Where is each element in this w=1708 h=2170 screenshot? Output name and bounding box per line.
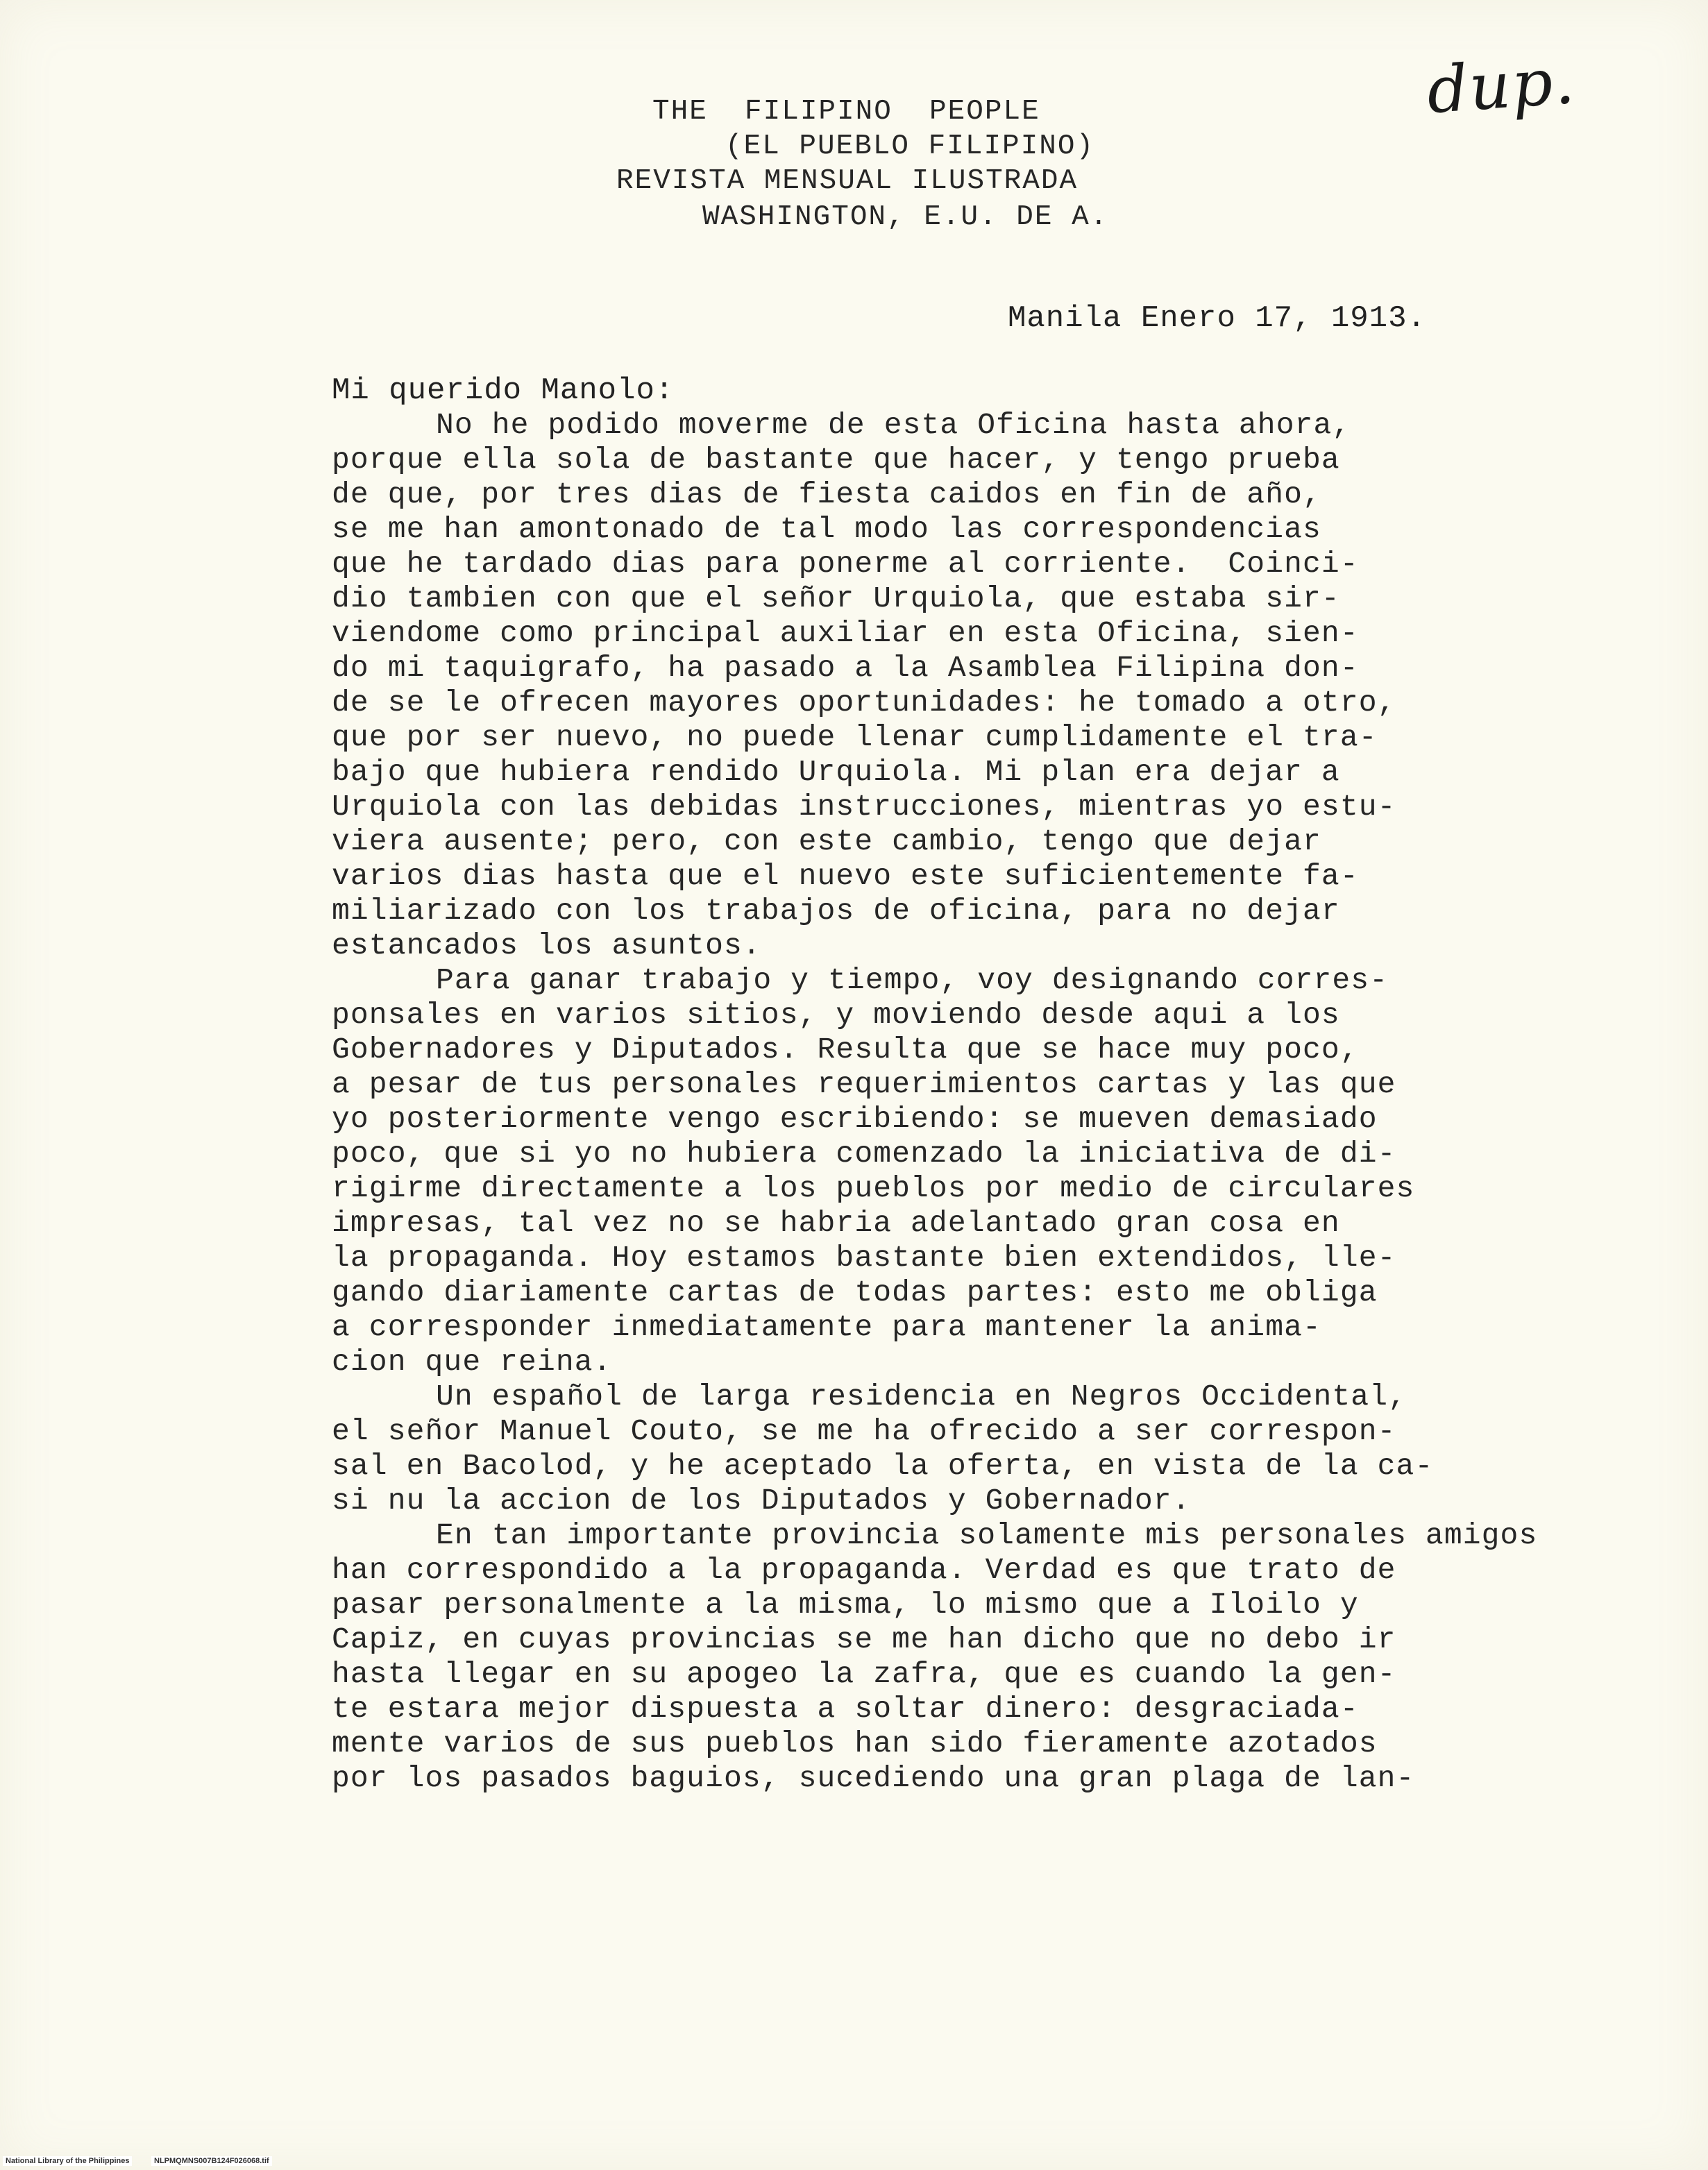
body-line: porque ella sola de bastante que hacer, y tengo prueba [332, 443, 1340, 477]
body-line: hasta llegar en su apogeo la zafra, que es cuando la gen- [332, 1657, 1396, 1691]
body-line: mente varios de sus pueblos han sido fieramente azotados [332, 1727, 1378, 1761]
body-line: gando diariamente cartas de todas partes: esto me obliga [332, 1275, 1378, 1309]
body-line: por los pasados baguios, sucediendo una gran plaga de lan- [332, 1761, 1415, 1795]
body-line: rigirme directamente a los pueblos por medio de circulares [332, 1171, 1415, 1205]
body-line: Gobernadores y Diputados. Resulta que se hace muy poco, [332, 1033, 1359, 1067]
masthead-description: REVISTA MENSUAL ILUSTRADA [616, 165, 1079, 197]
body-line: estancados los asuntos. [332, 929, 761, 963]
body-line: han correspondido a la propaganda. Verdad es que trato de [332, 1553, 1396, 1587]
body-line: a pesar de tus personales requerimientos cartas y las que [332, 1067, 1396, 1101]
body-line: poco, que si yo no hubiera comenzado la iniciativa de di- [332, 1137, 1396, 1171]
body-line: de se le ofrecen mayores oportunidades: he tomado a otro, [332, 686, 1396, 720]
body-line: ponsales en varios sitios, y moviendo desde aqui a los [332, 998, 1340, 1032]
body-line: varios dias hasta que el nuevo este suficientemente fa- [332, 859, 1359, 893]
body-line: el señor Manuel Couto, se me ha ofrecido a ser correspon- [332, 1414, 1396, 1448]
body-line: viera ausente; pero, con este cambio, tengo que dejar [332, 824, 1321, 858]
body-line: la propaganda. Hoy estamos bastante bien extendidos, lle- [332, 1241, 1396, 1275]
letter-body [332, 408, 1637, 1796]
body-line: No he podido moverme de esta Oficina hasta ahora, [436, 408, 1351, 442]
body-line: viendome como principal auxiliar en esta Oficina, sien- [332, 616, 1359, 650]
body-line: si nu la accion de los Diputados y Gobernador. [332, 1484, 1191, 1518]
dateline: Manila Enero 17, 1913. [1008, 301, 1426, 336]
body-line: que he tardado dias para ponerme al corriente. Coinci- [332, 547, 1359, 581]
library-label: National Library of the Philippines [3, 2156, 132, 2166]
body-line: Para ganar trabajo y tiempo, voy designando corres- [436, 963, 1389, 997]
body-line: dio tambien con que el señor Urquiola, que estaba sir- [332, 582, 1340, 616]
body-line: que por ser nuevo, no puede llenar cumplidamente el tra- [332, 720, 1378, 754]
body-line: cion que reina. [332, 1345, 612, 1379]
body-line: bajo que hubiera rendido Urquiola. Mi plan era dejar a [332, 755, 1340, 789]
body-line: Capiz, en cuyas provincias se me han dicho que no debo ir [332, 1622, 1396, 1656]
masthead-location: WASHINGTON, E.U. DE A. [702, 201, 1109, 233]
body-line: a corresponder inmediatamente para mantener la anima- [332, 1310, 1321, 1344]
body-line: Urquiola con las debidas instrucciones, mientras yo estu- [332, 790, 1396, 824]
body-line: impresas, tal vez no se habria adelantado gran cosa en [332, 1206, 1340, 1240]
masthead-title: THE FILIPINO PEOPLE [652, 96, 1040, 128]
body-line: do mi taquigrafo, ha pasado a la Asamblea Filipina don- [332, 651, 1359, 685]
body-line: de que, por tres dias de fiesta caidos en fin de año, [332, 477, 1321, 511]
body-line: sal en Bacolod, y he aceptado la oferta, en vista de la ca- [332, 1449, 1434, 1483]
file-id-label: NLPMQMNS007B124F026068.tif [151, 2156, 272, 2166]
masthead-subtitle: (EL PUEBLO FILIPINO) [725, 130, 1095, 162]
body-line: pasar personalmente a la misma, lo mismo que a Iloilo y [332, 1588, 1359, 1622]
handwritten-note: dup. [1424, 43, 1578, 128]
body-line: te estara mejor dispuesta a soltar dinero: desgraciada- [332, 1692, 1359, 1726]
body-line: Un español de larga residencia en Negros Occidental, [436, 1380, 1407, 1414]
salutation: Mi querido Manolo: [332, 373, 675, 408]
body-line: se me han amontonado de tal modo las correspondencias [332, 512, 1321, 546]
body-line: En tan importante provincia solamente mis personales amigos [436, 1518, 1538, 1552]
body-line: miliarizado con los trabajos de oficina, para no dejar [332, 894, 1340, 928]
body-line: yo posteriormente vengo escribiendo: se mueven demasiado [332, 1102, 1378, 1136]
